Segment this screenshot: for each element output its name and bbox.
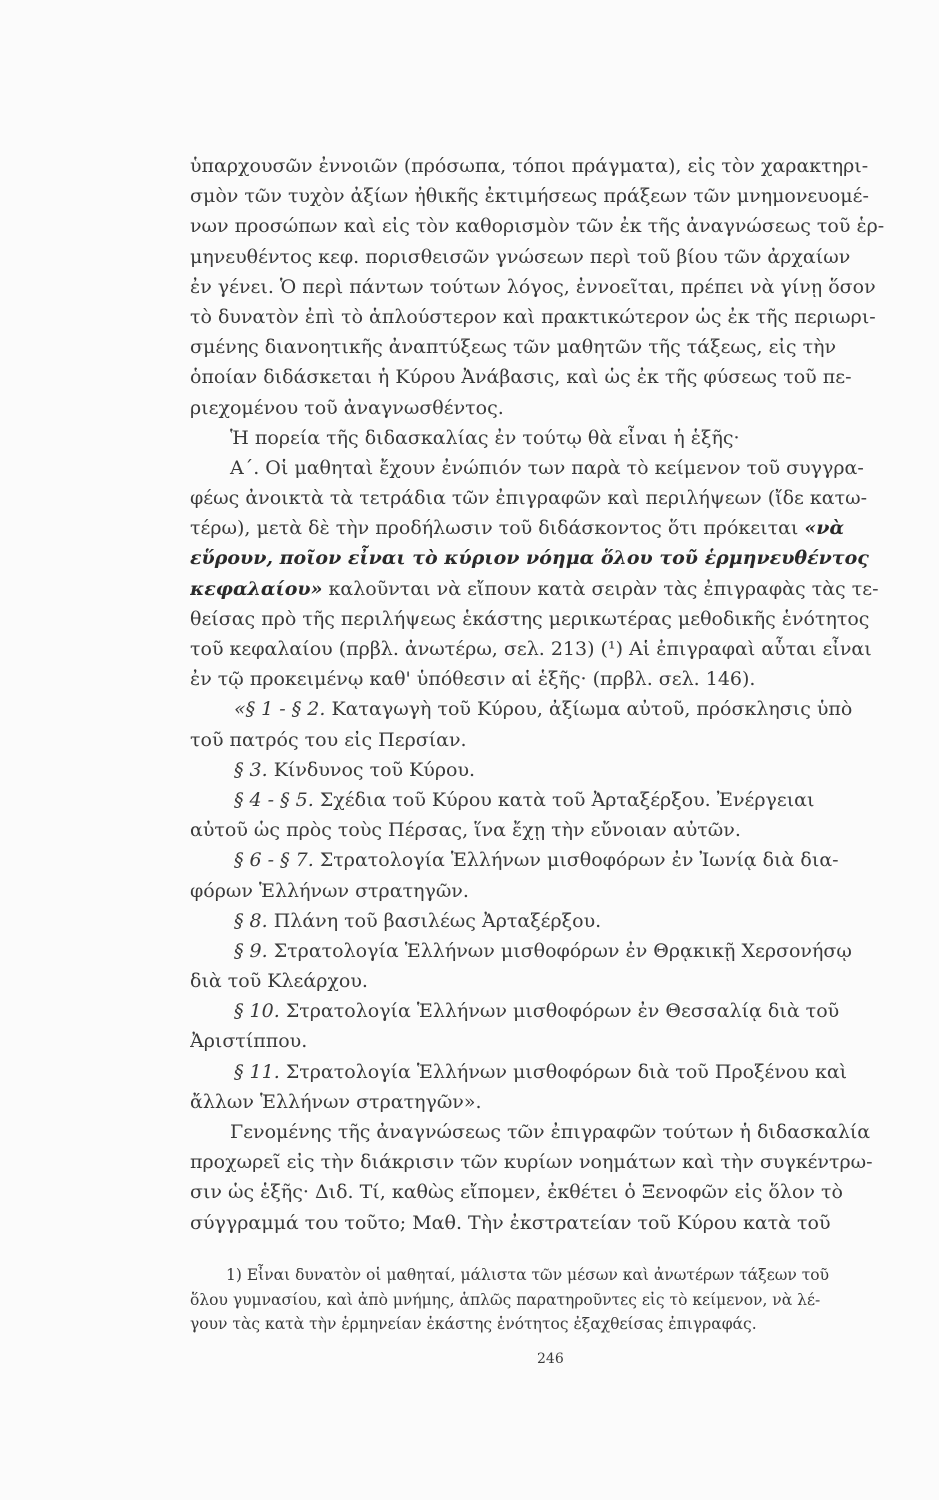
footnote — [190, 1263, 907, 1337]
section-line — [190, 845, 907, 875]
text-line: προχωρεῖ εἰς τὴν διάκρισιν τῶν κυρίων νοημάτων καὶ τὴν συγκέντρω- — [190, 1151, 873, 1174]
section-continuation: διὰ τοῦ Κλεάρχου. — [190, 970, 368, 993]
emphasis-quote-line: εὕρουν, ποῖον εἶναι τὸ κύριον νόημα ὅλου τοῦ ἑρμηνευθέντος — [190, 547, 869, 570]
section-title: Στρατολογία Ἑλλήνων μισθοφόρων διὰ τοῦ Προξένου καὶ — [285, 1060, 848, 1083]
section-continuation: Ἀριστίππου. — [190, 1030, 308, 1053]
section-number: § 6 - § 7. — [234, 849, 314, 872]
section-continuation: τοῦ πατρός του εἰς Περσίαν. — [190, 728, 467, 751]
section-line — [190, 755, 907, 785]
section-number: § 8. — [234, 909, 268, 932]
section-number: § 10. — [234, 1000, 280, 1023]
section-continuation: ἄλλων Ἑλλήνων στρατηγῶν». — [190, 1090, 482, 1113]
text-line: θείσας πρὸ τῆς περιλήψεως ἑκάστης μερικωτέρας μεθοδικῆς ἑνότητος — [190, 607, 870, 630]
text-line: ἐν τῷ προκειμένῳ καθ' ὑπόθεσιν αἱ ἑξῆς· (πρβλ. σελ. 146). — [190, 668, 756, 691]
text-line: μηνευθέντος κεφ. πορισθεισῶν γνώσεων περὶ τοῦ βίου τῶν ἀρχαίων — [190, 245, 851, 268]
section-line — [190, 1057, 907, 1087]
text-line: ἐν γένει. Ὁ περὶ πάντων τούτων λόγος, ἐννοεῖται, πρέπει νὰ γίνῃ ὅσον — [190, 275, 876, 298]
section-number: § 4 - § 5. — [234, 788, 314, 811]
paragraph-line: Α΄. Οἱ μαθηταὶ ἔχουν ἐνώπιόν των παρὰ τὸ κείμενον τοῦ συγγρα- — [230, 456, 864, 479]
section-line — [190, 785, 907, 815]
text-line: σμὸν τῶν τυχὸν ἀξίων ἠθικῆς ἐκτιμήσεως πράξεων τῶν μνημονευομέ- — [190, 185, 869, 208]
section-number: § 9. — [234, 939, 268, 962]
text-line: σιν ὡς ἑξῆς· Διδ. Τί, καθὼς εἴπομεν, ἐκθέτει ὁ Ξενοφῶν εἰς ὅλον τὸ — [190, 1181, 843, 1204]
text-line: ριεχομένου τοῦ ἀναγνωσθέντος. — [190, 396, 504, 419]
section-number: § 11. — [234, 1060, 280, 1083]
section-title: Στρατολογία Ἑλλήνων μισθοφόρων ἐν Θρᾳκικῇ Χερσονήσῳ — [273, 939, 852, 962]
text-span: τέρω), μετὰ δὲ τὴν προδήλωσιν τοῦ διδάσκοντος ὅτι πρόκειται — [190, 517, 799, 540]
section-title: Στρατολογία Ἑλλήνων μισθοφόρων ἐν Ἰωνίᾳ διὰ δια- — [319, 849, 839, 872]
footnote-line: ὅλου γυμνασίου, καὶ ἀπὸ μνήμης, ἁπλῶς παρατηροῦντες εἰς τὸ κείμενον, νὰ λέ- — [190, 1290, 821, 1309]
section-title: Πλάνη τοῦ βασιλέως Ἀρταξέρξου. — [273, 909, 602, 932]
footnote-line: γουν τὰς κατὰ τὴν ἑρμηνείαν ἑκάστης ἑνότητος ἐξαχθείσας ἐπιγραφάς. — [190, 1315, 757, 1333]
text-line: ὑπαρχουσῶν ἐννοιῶν (πρόσωπα, τόποι πράγματα), εἰς τὸν χαρακτηρι- — [190, 155, 869, 177]
paragraph-line: Ἡ πορεία τῆς διδασκαλίας ἐν τούτῳ θὰ εἶναι ἡ ἑξῆς· — [230, 426, 740, 449]
emphasis-quote-close: κεφαλαίου» — [190, 577, 323, 600]
emphasis-quote-open: «νὰ — [804, 517, 845, 540]
section-title: Καταγωγὴ τοῦ Κύρου, ἀξίωμα αὐτοῦ, πρόσκλησις ὑπὸ — [331, 698, 853, 721]
section-continuation: αὐτοῦ ὡς πρὸς τοὺς Πέρσας, ἵνα ἔχῃ τὴν εὔνοιαν αὐτῶν. — [190, 819, 741, 842]
text-span: καλοῦνται νὰ εἴπουν κατὰ σειρὰν τὰς ἐπιγραφὰς τὰς τε- — [322, 577, 879, 600]
text-line: νων προσώπων καὶ εἰς τὸν καθορισμὸν τῶν ἐκ τῆς ἀναγνώσεως τοῦ ἑρ- — [190, 215, 885, 238]
section-continuation: φόρων Ἑλλήνων στρατηγῶν. — [190, 879, 469, 902]
section-line — [190, 996, 907, 1026]
text-line: σμένης διανοητικῆς ἀναπτύξεως τῶν μαθητῶν τῆς τάξεως, εἰς τὴν — [190, 336, 837, 359]
text-line: ὁποίαν διδάσκεται ἡ Κύρου Ἀνάβασις, καὶ ὡς ἐκ τῆς φύσεως τοῦ πε- — [190, 366, 852, 389]
footnote-line: 1) Εἶναι δυνατὸν οἱ μαθηταί, μάλιστα τῶν μέσων καὶ ἀνωτέρων τάξεων τοῦ — [226, 1266, 830, 1284]
text-line: φέως ἀνοικτὰ τὰ τετράδια τῶν ἐπιγραφῶν καὶ περιλήψεων (ἴδε κατω- — [190, 487, 868, 510]
page-number: 246 — [537, 1351, 564, 1367]
section-title: Σχέδια τοῦ Κύρου κατὰ τοῦ Ἀρταξέρξου. Ἐνέργειαι — [319, 788, 815, 811]
section-title: Κίνδυνος τοῦ Κύρου. — [273, 758, 476, 781]
text-line — [190, 574, 907, 604]
text-line — [190, 513, 907, 543]
section-line — [190, 936, 907, 966]
section-line — [190, 694, 907, 724]
section-title: Στρατολογία Ἑλλήνων μισθοφόρων ἐν Θεσσαλίᾳ διὰ τοῦ — [285, 1000, 840, 1023]
section-line — [190, 906, 907, 936]
text-line: τὸ δυνατὸν ἐπὶ τὸ ἁπλούστερον καὶ πρακτικώτερον ὡς ἐκ τῆς περιωρι- — [190, 305, 876, 328]
text-line: σύγγραμμά του τοῦτο; Μαθ. Τὴν ἐκστρατείαν τοῦ Κύρου κατὰ τοῦ — [190, 1211, 831, 1234]
section-number: «§ 1 - § 2. — [234, 698, 326, 721]
paragraph-line: Γενομένης τῆς ἀναγνώσεως τῶν ἐπιγραφῶν τούτων ἡ διδασκαλία — [230, 1121, 871, 1143]
section-number: § 3. — [234, 758, 268, 781]
text-line: τοῦ κεφαλαίου (πρβλ. ἀνωτέρω, σελ. 213) (¹) Αἱ ἐπιγραφαὶ αὗται εἶναι — [190, 638, 872, 660]
main-text — [190, 151, 907, 1238]
